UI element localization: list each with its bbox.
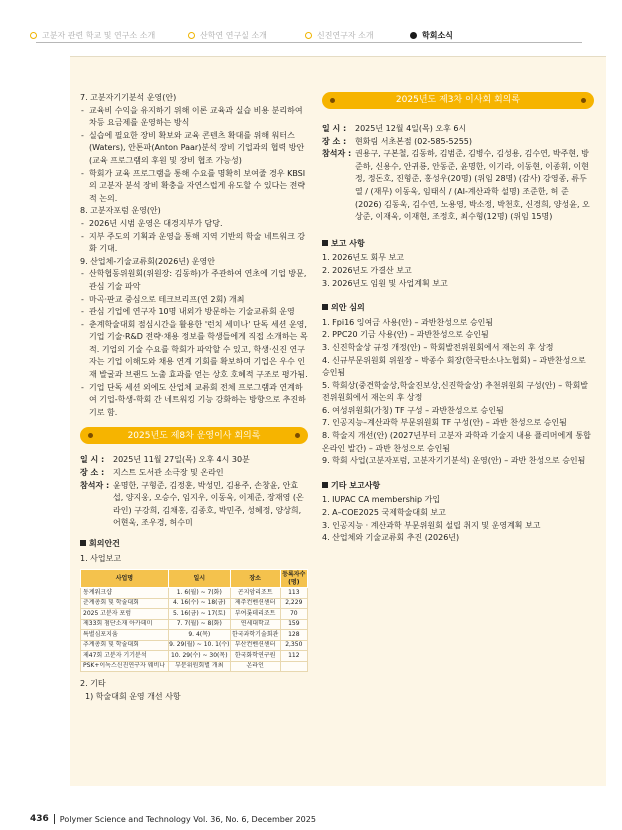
meeting-value: 2025년 12월 4일(목) 오후 6시 [355, 124, 467, 133]
bullet: - 산학협동위원회(위원장: 김동하)가 주관하여 연초에 기업 방문, 관심 기술 파악 [80, 268, 308, 293]
heading-text: 보고 사항 [331, 238, 365, 248]
section-heading [322, 238, 594, 251]
list-item: 3. 2026년도 임원 및 사업계획 보고 [322, 278, 448, 288]
banner-title: 2025년도 제8차 운영이사 회의록 [127, 430, 261, 441]
table-cell: 곤지암리조트 [230, 588, 280, 599]
table-cell: 128 [280, 630, 307, 641]
nav-dot-icon [30, 32, 37, 39]
item9-title: 9. 산업체-기술교류회(2026년) 운영안 [80, 256, 215, 266]
nav-dot-icon [305, 32, 312, 39]
table-cell: 한국과학기술회관 [230, 630, 280, 641]
list-item: 2. A–COE2025 국제학술대회 보고 [322, 508, 446, 518]
bullet: - 지부 주도의 기획과 운영을 통해 지역 기반의 학술 네트워크 강화 기대. [80, 231, 308, 256]
bullet: - 교육비 수익을 유지하기 위해 이론 교육과 실습 비용 분리하여 차등 요금제를 운영하는 방식 [80, 105, 308, 130]
footer-divider [54, 814, 55, 824]
table-cell: 9. 4(목) [168, 630, 230, 641]
table-cell: 특별심포지움 [81, 630, 169, 641]
table-cell: 9. 29(월) ~ 10. 1(수) [168, 640, 230, 651]
heading-text: 회의안건 [89, 539, 120, 548]
table-cell: 1. 6(월) ~ 7(화) [168, 588, 230, 599]
nav-label: 학회소식 [422, 31, 453, 40]
nav-label: 산학연 연구실 소개 [200, 31, 267, 40]
section-heading [322, 480, 594, 493]
table-cell: 제주컨벤션센터 [230, 598, 280, 609]
table-cell: 5. 16(금) ~ 17(토) [168, 609, 230, 620]
banner-dot-icon [581, 98, 586, 103]
bullet: - 기업 단독 세션 외에도 산업체 교류회 전체 프로그램과 연계하여 기업-학생-학회 간 네트워킹 기능 강화하는 방향으로 추진하기로 함. [80, 382, 308, 420]
nav-dot-active-icon [410, 32, 417, 39]
square-bullet-icon [322, 482, 328, 488]
table-cell: 70 [280, 609, 307, 620]
page-number: 436 [30, 814, 49, 824]
meeting-key: 일 시 : [80, 455, 105, 465]
banner-dot-icon [330, 98, 335, 103]
table-cell: 부문위원회별 개최 [168, 661, 230, 672]
nav-item-labs[interactable] [188, 30, 267, 41]
meeting-row [80, 454, 308, 467]
meeting-value: 지스트 도서관 소극장 및 온라인 [113, 468, 224, 478]
banner-dot-icon [88, 433, 93, 438]
table-cell: 7. 7(월) ~ 8(화) [168, 619, 230, 630]
table-cell: 부산컨벤션센터 [230, 640, 280, 651]
item7-title: 7. 고분자기기분석 운영(안) [80, 93, 177, 102]
bullet: - 관심 기업에 연구자 10명 내외가 방문하는 기술교류회 운영 [80, 306, 308, 319]
item8-title: 8. 고분자포럼 운영(안) [80, 206, 161, 216]
meeting-key: 장 소 : [322, 136, 347, 146]
table-cell: 4. 16(수) ~ 18(금) [168, 598, 230, 609]
section-banner [322, 92, 594, 109]
square-bullet-icon [322, 304, 328, 310]
table-header: 사업명 [81, 570, 169, 588]
meeting-value: 권용구, 구본철, 김동하, 김범준, 김병수, 김성용, 김수연, 박주현, 방준하, 신용수, 안귀룡, 안동준, 윤명한, 이기라, 이동현, 이종휘, 이현정, 정돈호, 진형준, 홍성우(20명) (위임 28명) (감사) 강영종, 류두열 / (재무) 이동욱, 임태식 / (AI-계산과학 설명) 조준한, 허 준 (2026) 김동욱, 김수연, 노용영, 박소정, 박천호, 신경희, 양성윤, 오상준, 이재욱, 이재현, 조정호, 최수형(12명) (위임 15명) [355, 149, 590, 222]
meeting-key: 일 시 : [322, 124, 347, 133]
bullet: - 학회가 교육 프로그램을 통해 수요를 명확히 보여줄 경우 KBSI의 고분자 분석 장비 확충을 자연스럽게 유도할 수 있다는 전략적 논의. [80, 168, 308, 206]
table-cell [280, 661, 307, 672]
meeting-row [80, 480, 308, 530]
table-row [81, 651, 308, 662]
table-cell: 연세대학교 [230, 619, 280, 630]
list-item: 2. PPC20 기금 사용(안) – 과반찬성으로 승인됨 [322, 330, 489, 340]
meeting-row [322, 136, 594, 149]
meeting-key: 장 소 : [80, 468, 105, 478]
table-cell: 제33회 첨단소재 아카데미 [81, 619, 169, 630]
bullet: - 2026년 시범 운영은 대경지부가 담당. [80, 218, 308, 231]
meeting-row [80, 467, 308, 480]
etc-title: 2. 기타 [80, 679, 106, 689]
meeting-row [322, 148, 594, 224]
bullet: - 실습에 필요한 장비 확보와 교육 콘텐츠 확대를 위해 워터스(Waters), 안톤파(Anton Paar)분석 장비 기업과의 협력 방안(교육 프로그램의 후원 및 장비 협조 가능성) [80, 130, 308, 168]
table-row [81, 630, 308, 641]
table-cell: 제47회 고분자 기기분석 [81, 651, 169, 662]
table-row [81, 609, 308, 620]
banner-title: 2025년도 제3차 이사회 회의록 [395, 95, 521, 106]
etc-item: 1) 학술대회 운영 개선 사항 [85, 691, 181, 701]
list-item: 3. 인공지능 · 계산과학 부문위원회 설립 취지 및 운영계획 보고 [322, 520, 541, 530]
table-header-row [81, 570, 308, 588]
square-bullet-icon [322, 240, 328, 246]
table-cell: 2,350 [280, 640, 307, 651]
left-column [80, 92, 308, 703]
list-item: 9. 학회 사업(고분자포럼, 고분자기기분석) 운영(안) – 과반 찬성으로 승인됨 [322, 456, 586, 466]
meeting-row [322, 123, 594, 136]
report-subtitle: 1. 사업보고 [80, 553, 122, 563]
right-column [322, 92, 594, 545]
nav-line [36, 42, 582, 43]
table-cell: 112 [280, 651, 307, 662]
meeting-key: 참석자 : [322, 149, 352, 159]
list-item: 8. 학술지 개선(안) (2027년부터 고분자 과학과 기술지 내용 플리머에게 통합 온라인 발간) – 과반 찬성으로 승인됨 [322, 431, 591, 453]
nav-label: 신진연구자 소개 [317, 31, 374, 40]
table-cell: 부여롯데리조트 [230, 609, 280, 620]
table-row [81, 661, 308, 672]
nav-dot-icon [188, 32, 195, 39]
table-row [81, 588, 308, 599]
table-cell: 온라인 [230, 661, 280, 672]
meeting-value: 2025년 11월 27일(목) 오후 4시 30분 [113, 455, 250, 465]
table-cell: 10. 29(수) ~ 30(목) [168, 651, 230, 662]
table-cell: 113 [280, 588, 307, 599]
list-item: 3. 신진학술상 규정 개정(안) – 학회발전위원회에서 재논의 후 상정 [322, 342, 554, 352]
meeting-key: 참석자 : [80, 480, 110, 490]
journal-name: Polymer Science and Technology Vol. 36, No. 6, December 2025 [59, 814, 316, 824]
section-banner [80, 427, 308, 444]
business-report-table [80, 569, 308, 672]
table-row [81, 598, 308, 609]
table-cell: 추계총회 및 학술대회 [81, 640, 169, 651]
list-item: 6. 여성위원회(가칭) TF 구성 – 과반찬성으로 승인됨 [322, 405, 504, 415]
list-item: 4. 산업체와 기술교류회 추진 (2026년) [322, 533, 460, 543]
square-bullet-icon [80, 540, 86, 546]
top-navigation [30, 30, 592, 44]
table-cell: 2025 고분자 포럼 [81, 609, 169, 620]
table-cell: 춘계총회 및 학술대회 [81, 598, 169, 609]
table-cell: 2,229 [280, 598, 307, 609]
table-row [81, 640, 308, 651]
meeting-value: 현화림 서초본점 (02-585-5255) [355, 136, 473, 146]
nav-label: 고분자 관련 학교 및 연구소 소개 [42, 31, 156, 40]
bullet: - 마곡·판교 중심으로 테크브리프(연 2회) 개최 [80, 294, 308, 307]
bullet: - 춘계학술대회 점심시간을 활용한 '런치 세미나' 단독 세션 운영, 기업 기술·R&D 전략·채용 정보를 학생들에게 직접 소개하는 목적. 기업의 기술 수요를 학회가 파악할 수 있고, 학생·신진 연구자는 기업 이해도와 채용 연계 기회를 확보하며 기업은 우수 인재 발굴과 브랜드 노출 효과를 얻는 상호 호혜적 구조로 평가됨. [80, 319, 308, 382]
section-heading [322, 302, 594, 315]
list-item: 7. 인공지능–계산과학 부문위원회 TF 구성(안) – 과반 찬성으로 승인됨 [322, 418, 567, 428]
list-item: 2. 2026년도 가결산 보고 [322, 265, 412, 275]
list-item: 1. 2026년도 회무 보고 [322, 253, 404, 263]
banner-dot-icon [295, 433, 300, 438]
nav-item-researchers[interactable] [305, 30, 374, 41]
table-header: 등록자수(명) [280, 570, 307, 588]
page-footer [30, 814, 316, 824]
nav-item-society-news[interactable] [410, 30, 453, 41]
nav-item-institutions[interactable] [30, 30, 155, 41]
table-cell: PSK+이녹스신진연구자 웨비나 [81, 661, 169, 672]
section-heading [80, 538, 308, 551]
table-cell: 한국화학연구원 [230, 651, 280, 662]
meeting-value: 윤명한, 구형준, 김정훈, 박성민, 김용주, 손창윤, 안효섭, 양지웅, 오승수, 임지우, 이동욱, 이제준, 장재영 (온라인) 구강희, 김채홍, 김종호, 박민주, 성혜정, 양상희, 어현욱, 조우경, 허수미 [113, 480, 304, 528]
list-item: 1. IUPAC CA membership 가입 [322, 495, 441, 505]
list-item: 5. 학회상(중견학술상,학술진보상,신진학술상) 추천위원회 구성(안) – 학회발전위원회에서 재논의 후 상정 [322, 380, 589, 403]
table-cell: 동계워크샵 [81, 588, 169, 599]
heading-text: 기타 보고사항 [331, 480, 381, 490]
table-row [81, 619, 308, 630]
heading-text: 의안 심의 [331, 303, 365, 313]
table-header: 장소 [230, 570, 280, 588]
list-item: 4. 신규부문위원회 위원장 – 박종수 회장(한국탄소나노협회) – 과반찬성으로 승인됨 [322, 355, 586, 378]
list-item: 1. Fpi16 잉여금 사용(안) – 과반찬성으로 승인됨 [322, 317, 494, 327]
table-header: 일시 [168, 570, 230, 588]
table-cell: 159 [280, 619, 307, 630]
